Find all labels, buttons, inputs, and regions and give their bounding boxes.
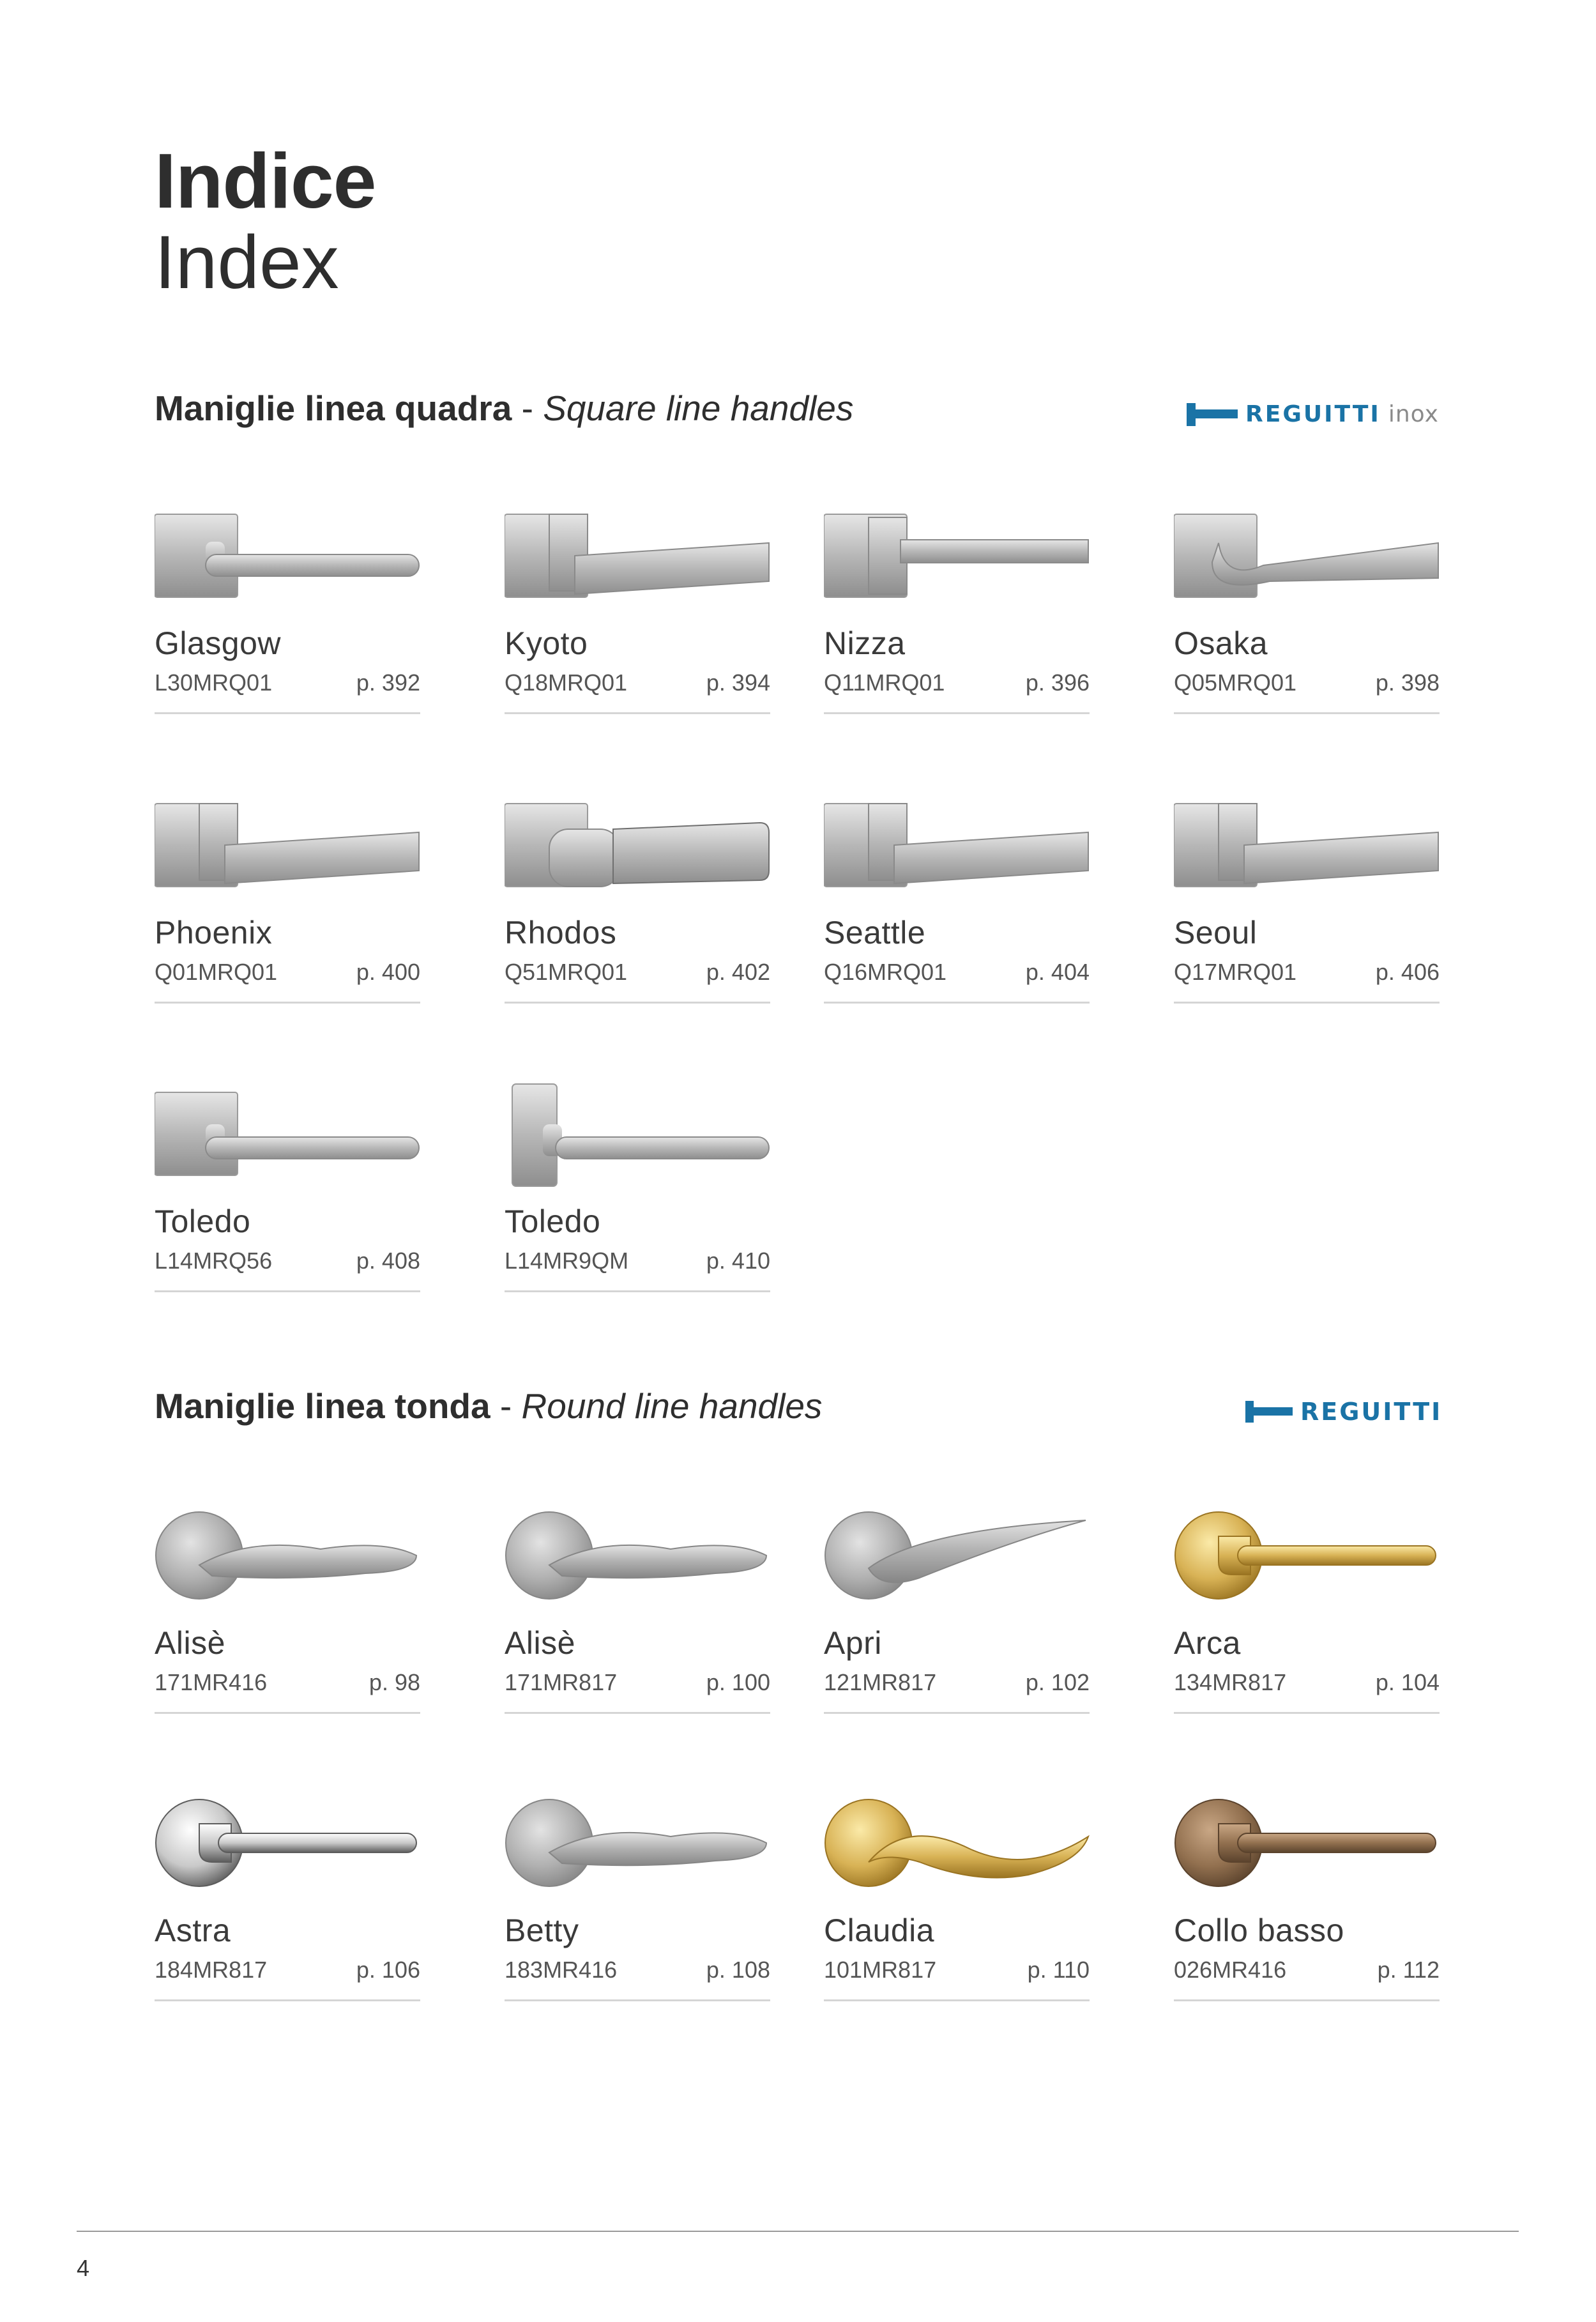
handle-page-ref: p. 392 [356, 669, 420, 696]
entry-divider [505, 1999, 770, 2001]
handle-entry[interactable] [1174, 1504, 1440, 1773]
section-title-english: Round line handles [521, 1386, 823, 1426]
entry-divider [155, 1712, 420, 1714]
handle-entry[interactable] [1174, 505, 1440, 773]
handle-entry[interactable] [824, 505, 1090, 773]
lever-shape [225, 832, 419, 883]
square-rose-shape [155, 1092, 238, 1175]
handle-code: 171MR416 [155, 1669, 268, 1695]
handle-page-ref: p. 396 [1025, 669, 1090, 696]
handle-image-round-lever-brass [1174, 1504, 1440, 1613]
entry-divider [1174, 712, 1440, 714]
handle-image-organic-lever-round-rose [505, 1504, 770, 1613]
handle-name: Toledo [155, 1203, 251, 1239]
entry-divider [505, 1002, 770, 1004]
handle-name: Seoul [1174, 915, 1258, 951]
handle-entry[interactable] [1174, 794, 1440, 1062]
handle-name: Arca [1174, 1625, 1241, 1661]
handle-entry[interactable] [505, 1083, 770, 1351]
handle-page-ref: p. 404 [1025, 959, 1090, 985]
handle-image-wave-lever-brass [824, 1792, 1090, 1900]
handle-name: Alisè [155, 1625, 225, 1661]
section-title-square [155, 388, 854, 428]
reguitti-mark-icon [1187, 403, 1238, 426]
handle-name: Nizza [824, 625, 906, 661]
handle-entry[interactable] [824, 794, 1090, 1062]
handle-entry[interactable] [505, 505, 770, 773]
footer-divider [77, 2231, 1519, 2232]
handle-name: Collo basso [1174, 1913, 1344, 1948]
handle-image-organic-lever-round-rose [155, 1504, 420, 1613]
page-number: 4 [77, 2255, 90, 2281]
handle-name: Astra [155, 1913, 231, 1948]
logo-brand: REGUITTI [1300, 1398, 1443, 1426]
logo-brand: REGUITTI [1245, 401, 1381, 427]
entry-divider [155, 712, 420, 714]
handle-entry[interactable] [824, 1792, 1090, 2060]
lever-shape [613, 823, 769, 883]
handle-image-wide-square-lever [824, 794, 1090, 903]
entry-divider [1174, 1999, 1440, 2001]
handle-image-soft-lever-round-rose [505, 1792, 770, 1900]
entry-divider [505, 712, 770, 714]
entry-divider [1174, 1002, 1440, 1004]
section-separator: - [490, 1386, 522, 1426]
handle-page-ref: p. 400 [356, 959, 420, 985]
handle-image-curved-square-lever [1174, 505, 1440, 613]
lever-shape [1238, 1833, 1436, 1852]
handle-page-ref: p. 402 [706, 959, 770, 985]
handle-entry[interactable] [824, 1504, 1090, 1773]
entry-divider [155, 1002, 420, 1004]
handle-name: Kyoto [505, 625, 588, 661]
handle-name: Seattle [824, 915, 926, 951]
reguitti-logo [1245, 1398, 1442, 1426]
handle-image-bar-lever-chrome [155, 1792, 420, 1900]
handle-page-ref: p. 104 [1375, 1669, 1440, 1695]
entry-divider [1174, 1712, 1440, 1714]
handle-image-round-bar-lever-rect-rose [505, 1083, 770, 1191]
handle-code: Q16MRQ01 [824, 959, 947, 985]
handle-page-ref: p. 102 [1025, 1669, 1090, 1695]
handle-code: 184MR817 [155, 1957, 268, 1983]
lever-shape [894, 832, 1088, 883]
handle-entry[interactable] [155, 1504, 420, 1773]
handle-page-ref: p. 106 [356, 1957, 420, 1983]
lever-shape [206, 1137, 419, 1159]
handle-code: Q11MRQ01 [824, 669, 945, 696]
handle-code: 183MR416 [505, 1957, 618, 1983]
lever-shape [1244, 832, 1438, 883]
handle-image-round-bar-lever-square-rose [155, 1083, 420, 1191]
handle-name: Rhodos [505, 915, 617, 951]
handle-code: Q17MRQ01 [1174, 959, 1297, 985]
lever-shape [901, 540, 1088, 563]
handle-image-flat-lever-square-rose [824, 505, 1090, 613]
handle-image-bar-lever-square-rose [155, 505, 420, 613]
handle-page-ref: p. 112 [1377, 1957, 1440, 1983]
handle-name: Claudia [824, 1913, 935, 1948]
handle-name: Apri [824, 1625, 882, 1661]
section-title-english: Square line handles [543, 388, 854, 428]
handle-code: 026MR416 [1174, 1957, 1287, 1983]
entry-divider [824, 1002, 1090, 1004]
handle-entry[interactable] [155, 505, 420, 773]
handle-name: Toledo [505, 1203, 601, 1239]
index-title-english: Index [155, 220, 339, 305]
handle-page-ref: p. 98 [369, 1669, 420, 1695]
handle-entry[interactable] [505, 1792, 770, 2060]
lever-shape [1238, 1546, 1436, 1565]
lever-shape [575, 543, 769, 594]
handle-image-two-tone-square-lever [505, 794, 770, 903]
logo-suffix: inox [1388, 401, 1439, 427]
handle-code: 134MR817 [1174, 1669, 1287, 1695]
handle-page-ref: p. 394 [706, 669, 770, 696]
handle-code: Q01MRQ01 [155, 959, 278, 985]
lever-shape [556, 1137, 769, 1159]
handle-page-ref: p. 410 [706, 1248, 770, 1274]
index-title-italian: Indice [155, 137, 376, 224]
handle-image-bar-lever-bronze [1174, 1792, 1440, 1900]
entry-divider [505, 1290, 770, 1292]
handle-image-square-lever-square-rose [505, 505, 770, 613]
lever-shape [218, 1833, 416, 1852]
section-title-round [155, 1386, 823, 1426]
entry-divider [155, 1290, 420, 1292]
handle-code: L14MRQ56 [155, 1248, 273, 1274]
handle-name: Alisè [505, 1625, 575, 1661]
handle-page-ref: p. 398 [1375, 669, 1440, 696]
handle-page-ref: p. 100 [706, 1669, 770, 1695]
handle-entry[interactable] [1174, 1792, 1440, 2060]
handle-page-ref: p. 408 [356, 1248, 420, 1274]
entry-divider [824, 712, 1090, 714]
handle-name: Betty [505, 1913, 579, 1948]
handle-image-slim-square-lever [1174, 794, 1440, 903]
handle-page-ref: p. 110 [1027, 1957, 1090, 1983]
section-title-italian: Maniglie linea tonda [155, 1386, 490, 1426]
handle-code: Q05MRQ01 [1174, 669, 1297, 696]
handle-name: Osaka [1174, 625, 1268, 661]
reguitti-mark-icon [1245, 1401, 1293, 1423]
handle-code: 121MR817 [824, 1669, 937, 1695]
lever-shape [206, 554, 419, 576]
handle-entry[interactable] [155, 1792, 420, 2060]
entry-divider [505, 1712, 770, 1714]
handle-code: 101MR817 [824, 1957, 937, 1983]
section-separator: - [512, 388, 543, 428]
entry-divider [155, 1999, 420, 2001]
handle-name: Glasgow [155, 625, 282, 661]
handle-entry[interactable] [505, 794, 770, 1062]
section-title-italian: Maniglie linea quadra [155, 388, 512, 428]
handle-code: Q51MRQ01 [505, 959, 628, 985]
handle-code: 171MR817 [505, 1669, 618, 1695]
handle-code: Q18MRQ01 [505, 669, 628, 696]
handle-entry[interactable] [505, 1504, 770, 1773]
handle-name: Phoenix [155, 915, 273, 951]
handle-entry[interactable] [155, 1083, 420, 1351]
handle-code: L14MR9QM [505, 1248, 629, 1274]
handle-image-tapered-square-lever [155, 794, 420, 903]
handle-entry[interactable] [155, 794, 420, 1062]
handle-image-curved-blade-lever-round-rose [824, 1504, 1090, 1613]
reguitti-inox-logo [1187, 401, 1439, 427]
handle-page-ref: p. 406 [1375, 959, 1440, 985]
entry-divider [824, 1999, 1090, 2001]
handle-page-ref: p. 108 [706, 1957, 770, 1983]
entry-divider [824, 1712, 1090, 1714]
handle-code: L30MRQ01 [155, 669, 273, 696]
